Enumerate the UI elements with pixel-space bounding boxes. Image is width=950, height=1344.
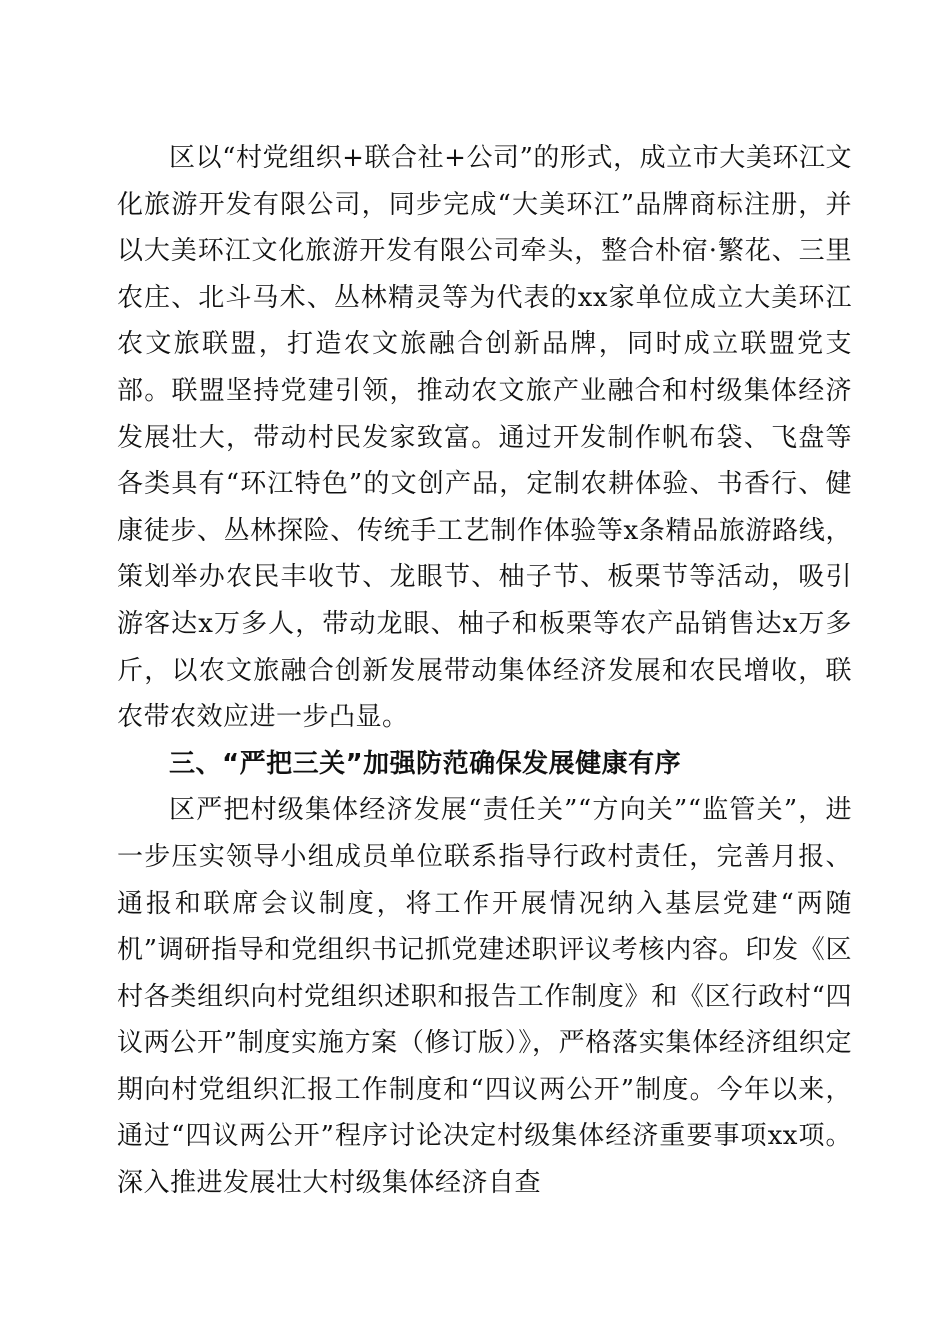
paragraph-three-gates: 区严把村级集体经济发展“责任关”“方向关”“监管关”，进一步压实领导小组成员单位联系指导行政村责任，完善月报、通报和联席会议制度，将工作开展情况纳入基层党建“两随机”调研指导和党组织书记抓党建述职评议考核内容。印发《区村各类组织向村党组织述职和报告工作制度》和《区行政村“四议两公开”制度实施方案（修订版）》，严格落实集体经济组织定期向村党组织汇报工作制度和“四议两公开”制度。今年以来，通过“四议两公开”程序讨论决定村级集体经济重要事项xx项。深入推进发展壮大村级集体经济自查 bbox=[117, 795, 852, 1199]
paragraph-rural-tourism: 区以“村党组织+联合社+公司”的形式，成立市大美环江文化旅游开发有限公司，同步完成“大美环江”品牌商标注册，并以大美环江文化旅游开发有限公司牵头，整合朴宿·繁花、三里农庄、北斗马术、丛林精灵等为代表的xx家单位成立大美环江农文旅联盟，打造农文旅融合创新品牌，同时成立联盟党支部。联盟坚持党建引领，推动农文旅产业融合和村级集体经济发展壮大，带动村民发家致富。通过开发制作帆布袋、飞盘等各类具有“环江特色”的文创产品，定制农耕体验、书香行、健康徒步、丛林探险、传统手工艺制作体验等x条精品旅游路线，策划举办农民丰收节、龙眼节、柚子节、板栗节等活动，吸引游客达x万多人，带动龙眼、柚子和板栗等农产品销售达x万多斤，以农文旅融合创新发展带动集体经济发展和农民增收，联农带农效应进一步凸显。 bbox=[117, 143, 852, 733]
document-body bbox=[117, 135, 852, 1207]
section-heading-three: 三、“严把三关”加强防范确保发展健康有序 bbox=[169, 748, 682, 779]
